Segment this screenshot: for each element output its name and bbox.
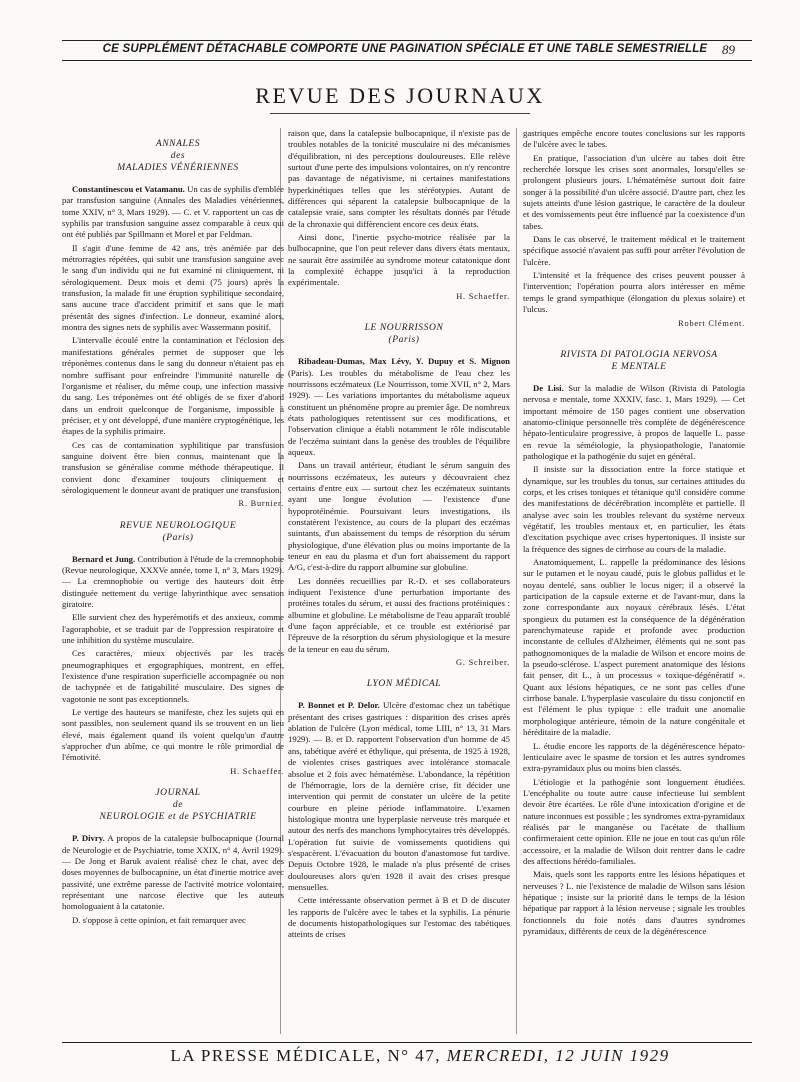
article-paragraph: gastriques empêche encore toutes conclusions sur les rapports de l'ulcère avec le tabes. (523, 128, 745, 150)
section-heading: ANNALES (155, 139, 201, 149)
footer-journal: LA PRESSE MÉDICALE, N° 47, (170, 1046, 442, 1065)
article-paragraph: Dans un travail antérieur, étudiant le sérum sanguin des nourrissons eczémateux, les auteurs y découvraient chez certains d'entre eux — surtout chez les eczémateux suintants ayant une longue évolution — l'existence d'une hypoprotéinémie. Poursuivant leurs investigations, ils constatèrent l'existence, au cours de la plupart des eczémas suintants, d'un abaissement du temps de résorption du sérum physiologique, d'une élévation plus ou moins importante de la teneur en eau du plasma et d'un fort abaissement du rapport A/G, c'est-à-dire du rapport albumine sur globuline. (288, 460, 510, 573)
article-paragraph: L'intervalle écoulé entre la contamination et l'éclosion des manifestations générales permet de supposer que les tréponèmes contenus dans le sang du donneur n'étaient pas en nombre suffisant pour enfreindre l'immunité naturelle de l'organisme et réaliser, du même coup, une infection massive du sang. Les tréponèmes ont été obligés de se fixer d'abord dans un endroit quelconque de l'organisme, impossible à préciser, et y ont développé, d'une manière cryptogénétique, les étapes de la syphilis primaire. (62, 335, 284, 437)
section-heading: JOURNAL (155, 788, 201, 799)
article-paragraph: Il insiste sur la dissociation entre la force statique et dynamique, sur les troubles du tonus, sur certaines attitudes du corps, et les crises toniques et tétanique qu'il considère comme des manifestations de décérébration incomplète et partielle. Il analyse avec soin les troubles relevant du système nerveux végétatif, les troubles mentaux et, en particulier, les états d'excitation psychique avec crises hypertoniques. Il insiste sur la fréquence des signes de cirrhose au cours de la maladie. (523, 464, 745, 554)
supplement-notice: CE SUPPLÉMENT DÉTACHABLE COMPORTE UNE PAGINATION SPÉCIALE ET UNE TABLE SEMESTRIELLE (102, 43, 708, 55)
article-paragraph: Ces cas de contamination syphilitique par transfusion sanguine doivent être bien connus, maintenant que la transfusion se généralise comme méthode thérapeutique. Il convient donc d'examiner toujours cliniquement et sérologiquement le donneur avant de pratiquer une transfusion. (62, 439, 284, 495)
header-rule-top (62, 40, 752, 41)
article-paragraph: L'intensité et la fréquence des crises peuvent pousser à l'intervention; l'opération pourra alors intéresser en même temps le grand sympathique (élongation du plexus solaire) et l'ulcus. (523, 270, 745, 315)
column-separator (516, 128, 517, 1034)
column-1 (62, 128, 284, 928)
article-paragraph: Constantinescou et Vatamanu. Un cas de syphilis d'emblée par transfusion sanguine (Annales des Maladies vénériennes, tome XXIV, n° 3, Mars 1929). — C. et V. rapportent un cas de syphilis par transfusion sanguine assez comparable à ceux qui ont été publiés par Spillmann et Morel et par Feldman. (62, 184, 285, 240)
article-paragraph: raison que, dans la catalepsie bulbocapnique, il n'existe pas de troubles notables de la tonicité musculaire ni des mécanismes d'équilibration, ni des perceptions douloureuses. Elle relève surtout d'une perte des impulsions volontaires, on n'y rencontre pas davantage de négativisme, ni certaines manifestations hyperkinétiques telles que les stéréotypies. Autant de différences qui séparent la catalepsie bulbocapnique de la catalepsie vraie, sans compter les résultats donnés par l'étude de la chronaxie qui diffèrencient encore ces deux états. (288, 128, 510, 229)
section-heading: E MENTALE (611, 361, 667, 372)
section-heading: (Paris) (388, 335, 420, 346)
column-2 (288, 128, 510, 943)
article-paragraph: Ribadeau-Dumas, Max Lévy, Y. Dupuy et S. Mignon (Paris). Les troubles du métabolisme de l'eau chez les nourrissons eczémateux (Le Nourrisson, tome XVII, n° 2, Mars 1929). — Les variations importantes du métabolisme aqueux constituent un phénomène propre au premier âge. De nombreux états pathologiques retentissent sur ces modifications, et l'observation clinique a établi notamment le rôle indiscutable de l'eczéma suintant dans la genèse des troubles de l'équilibre aqueux. (288, 356, 510, 457)
article-paragraph: Ces caractères, mieux objectivés par les tracés pneumographiques et ergographiques, montrent, en effet, l'existence d'une respiration superficielle accompagnée ou non de tachypnée et de fatigabilité musculaire. Des signes de vagotonie ne sont pas exceptionnels. (62, 648, 284, 704)
article-paragraph: Anatomiquement, L. rappelle la prédominance des lésions sur le putamen et le noyau caudé, puis le globus pallidus et le noyau dentelé, sans oublier le locus niger; il a observé la participation de la capsule externe et de l'avant-mur, dans la zone correspondante aux noyaux cérébraux lésés. L'état spongieux du putamen est la conséquence de la dégénération parenchymateuse rapide et profonde avec production inconstante de cellules d'Alzheimer, éléments qui ne sont pas pathognomoniques de la maladie de Wilson et encore moins de la pseudo-sclérose. L'aspect purement anatomique des lésions fait penser, dit L., à un processus « toxique-dégénératif ». Quant aux lésions hépatiques, ce ne sont pas celles d'une cirrhose banale. L'hyperplasie vasculaire du tissu conjonctif en est l'élément le plus typique : elle traduit une anomalie morphologique antérieure, témoin de la nature congénitale et héréditaire de la maladie. (523, 557, 745, 738)
header-rule-bottom (62, 60, 752, 61)
article-signature: H. Schaeffer. (456, 291, 510, 301)
section-heading: NEUROLOGIE et de PSYCHIATRIE (99, 812, 257, 823)
article-signature: G. Schreiber. (456, 658, 510, 668)
section-heading: (Paris) (162, 532, 194, 543)
section-heading: LE NOURRISSON (364, 323, 444, 334)
article-paragraph: P. Divry. A propos de la catalepsie bulbocapnique (Journal de Neurologie et de Psychiatrie, tome XXIX, n° 4, Avril 1929). — De Jong et Baruk avaient réalisé chez le chat, avec des doses moyennes de bulbocapnine, un état d'inertie motrice avec passivité, une extrême paresse de l'activité motrice volontaire, représentant une narcose élective que les auteurs homologuaient à la catatonie. (62, 833, 284, 912)
article-paragraph: L'étiologie et la pathogénie sont longuement étudiées. L'encéphalite ou toute autre cause infectieuse lui semblent devoir être écartées. Le rôle d'une intoxication d'origine et de nature inconnues est possible ; les syndromes extra-pyramidaux réalisés par le manganèse ou l'acétate de thallium confirmeraient cette opinion. Elle ne joue en tout cas qu'un rôle accessoire, et la maladie de Wilson doit rentrer dans le cadre des affections hérédo-familiales. (523, 776, 745, 866)
article-paragraph: Le vertige des hauteurs se manifeste, chez les sujets qui en sont passibles, non seulement quand ils se trouvent en un lieu élevé, mais également quand ils voient quelqu'un d'autre s'approcher d'un abîme, ce qui montre le rôle primordial de l'émotivité. (62, 707, 284, 763)
section-heading: MALADIES VÉNÉRIENNES (117, 163, 239, 173)
footer-masthead (100, 1046, 740, 1066)
section-heading: de (172, 800, 184, 811)
page-number: 89 (722, 42, 735, 57)
article-paragraph: Bernard et Jung. Contribution à l'étude de la cremnophobie (Revue neurologique, XXXVe année, tome I, n° 3, Mars 1929). — La cremnophobie ou vertige des hauteurs doit être distinguée nettement du vertige labyrinthique avec sensation giratoire. (62, 553, 285, 609)
section-heading: RIVISTA DI PATOLOGIA NERVOSA (560, 349, 718, 360)
article-signature: H. Schaeffer. (230, 766, 284, 776)
article-signature: R. Burnier. (238, 499, 284, 509)
page-title: REVUE DES JOURNAUX (255, 83, 545, 108)
article-paragraph: Cette intéressante observation permet à B et D de discuter les rapports de l'ulcère avec le tabes et la syphilis. La pénurie de documents histopathologiques sur l'estomac des tabétiques atteints de crises (288, 895, 510, 940)
article-paragraph: Mais, quels sont les rapports entre les lésions hépatiques et nerveuses ? L. nie l'existence de maladie de Wilson sans lésion hépatique ; insiste sur la priorité dans le temps de la lésion hépatique par rapport à la lésion nerveuse ; signale les troubles fonctionnels du foie notés dans d'autres syndromes pyramidaux, différents de ceux de la dégénérescence (523, 869, 745, 936)
article-paragraph: L. étudie encore les rapports de la dégénérescence hépato-lenticulaire avec le spasme de torsion et les autres syndromes extra-pyramidaux plus ou moins bien classés. (523, 740, 745, 774)
footer-rule (62, 1042, 752, 1043)
article-paragraph: Dans le cas observé, le traitement médical et le traitement spécifique associé n'avaient pas suffi pour arrêter l'évolution de l'ulcère. (523, 234, 745, 267)
article-author: P. Bonnet et P. Delor. (298, 700, 380, 711)
article-paragraph: Il s'agit d'une femme de 42 ans, très anémiée par des métrorragies répétées, qui subit une transfusion sanguine avec le sang d'un individu qui ne fut examiné ni cliniquement, ni sérologiquement. Deux mois et demi (75 jours) après la transfusion, la malade fit une éruption syphilitique secondaire, sans aucune trace d'accident primitif et sans que le mari présentât des signes d'infection. Le donneur, examiné alors, montra des signes nets de syphilis avec Wassermann positif. (62, 242, 284, 333)
column-3 (523, 128, 745, 939)
article-paragraph: Elle survient chez des hyperémotifs et des anxieux, comme l'agoraphobie, et se traduit par de l'oppression respiratoire et une inhibition du système musculaire. (62, 612, 284, 646)
section-heading: REVUE NEUROLOGIQUE (119, 520, 237, 531)
article-author: Constantinescou et Vatamanu. (72, 184, 185, 194)
article-signature: Robert Clément. (678, 318, 745, 328)
title-rule (270, 113, 530, 114)
article-author: Bernard et Jung. (72, 553, 136, 564)
section-heading: LYON MÉDICAL (366, 679, 442, 690)
article-author: Ribadeau-Dumas, Max Lévy, Y. Dupuy et S. Mignon (298, 356, 510, 367)
article-paragraph: Les données recueillies par R.-D. et ses collaborateurs indiquent l'existence d'une perturbation importante des protéines totales du sérum, et aussi des fractions protéiniques : albumine et globuline. Le métabolisme de l'eau apparaît troublé d'une façon appréciable, et ce trouble est extériorisé par l'épreuve de la résorption du sérum physiologique et la mesure de la teneur en eau du sérum. (288, 575, 510, 654)
article-paragraph: P. Bonnet et P. Delor. Ulcère d'estomac chez un tabétique présentant des crises gastriques : disparition des crises après ablation de l'ulcère (Lyon médical, tome LIII, n° 13, 31 Mars 1929). — B. et D. rapportent l'observation d'un homme de 45 ans, tabétique avéré et éthylique, qui présenta, de 1925 à 1928, de violentes crises gastriques avec intolérance stomacale absolue et 2 fois avec hématémèse. L'abondance, la répétition de l'hémorragie, lors de la dernière crise, fit décider une intervention qui permit de constater un ulcère de la petite courbure en pleine période inflammatoire. L'examen histologique montra une hyperplasie nerveuse très marquée et autour des nerfs des manchons lymphocytaires très développés. L'opération fut suivie de vomissements quotidiens qui s'espacèrent. L'évacuation du bouton d'anastomose fut tardive. Depuis Octobre 1928, le malade n'a plus présenté de crises douloureuses alors qu'en 1928 il avait des crises presque mensuelles. (288, 700, 510, 892)
article-paragraph: En pratique, l'association d'un ulcère au tabes doit être recherchée lorsque les crises sont anormales, lorsqu'elles se prolongent plusieurs jours. L'hématémèse surtout doit faire songer à la possibilité d'un ulcère associé. D'autre part, chez les sujets atteints d'une lésion gastrique, le caractère de la douleur et des vomissements peut être influencé par la coexistence d'un tabes. (523, 152, 745, 231)
article-paragraph: De Lisi. Sur la maladie de Wilson (Rivista di Patologia nervosa e mentale, tome XXXIV, fasc. 1, Mars 1929). — Cet important mémoire de 150 pages contient une observation anatomo-clinique personnelle très complète de dégénérescence hépato-lenticulaire progressive, à propos de laquelle L. passe en revue la séméiologie, la physiopathologie, l'anatomie pathologique et la pathogénie du sujet en général. (523, 382, 745, 461)
section-heading: des (170, 151, 186, 161)
article-author: De Lisi. (533, 382, 564, 393)
article-author: P. Divry. (72, 833, 105, 844)
footer-date: MERCREDI, 12 JUIN 1929 (446, 1046, 670, 1065)
article-paragraph: Ainsi donc, l'inertie psycho-motrice réalisée par la bulbocapnine, que l'on peut relever dans divers états mentaux, ne saurait être assimilée au syndrome moteur catatonique dont la complexité échappe jusqu'ici à la reproduction expérimentale. (288, 232, 510, 288)
article-paragraph: D. s'oppose à cette opinion, et fait remarquer avec (72, 914, 246, 925)
